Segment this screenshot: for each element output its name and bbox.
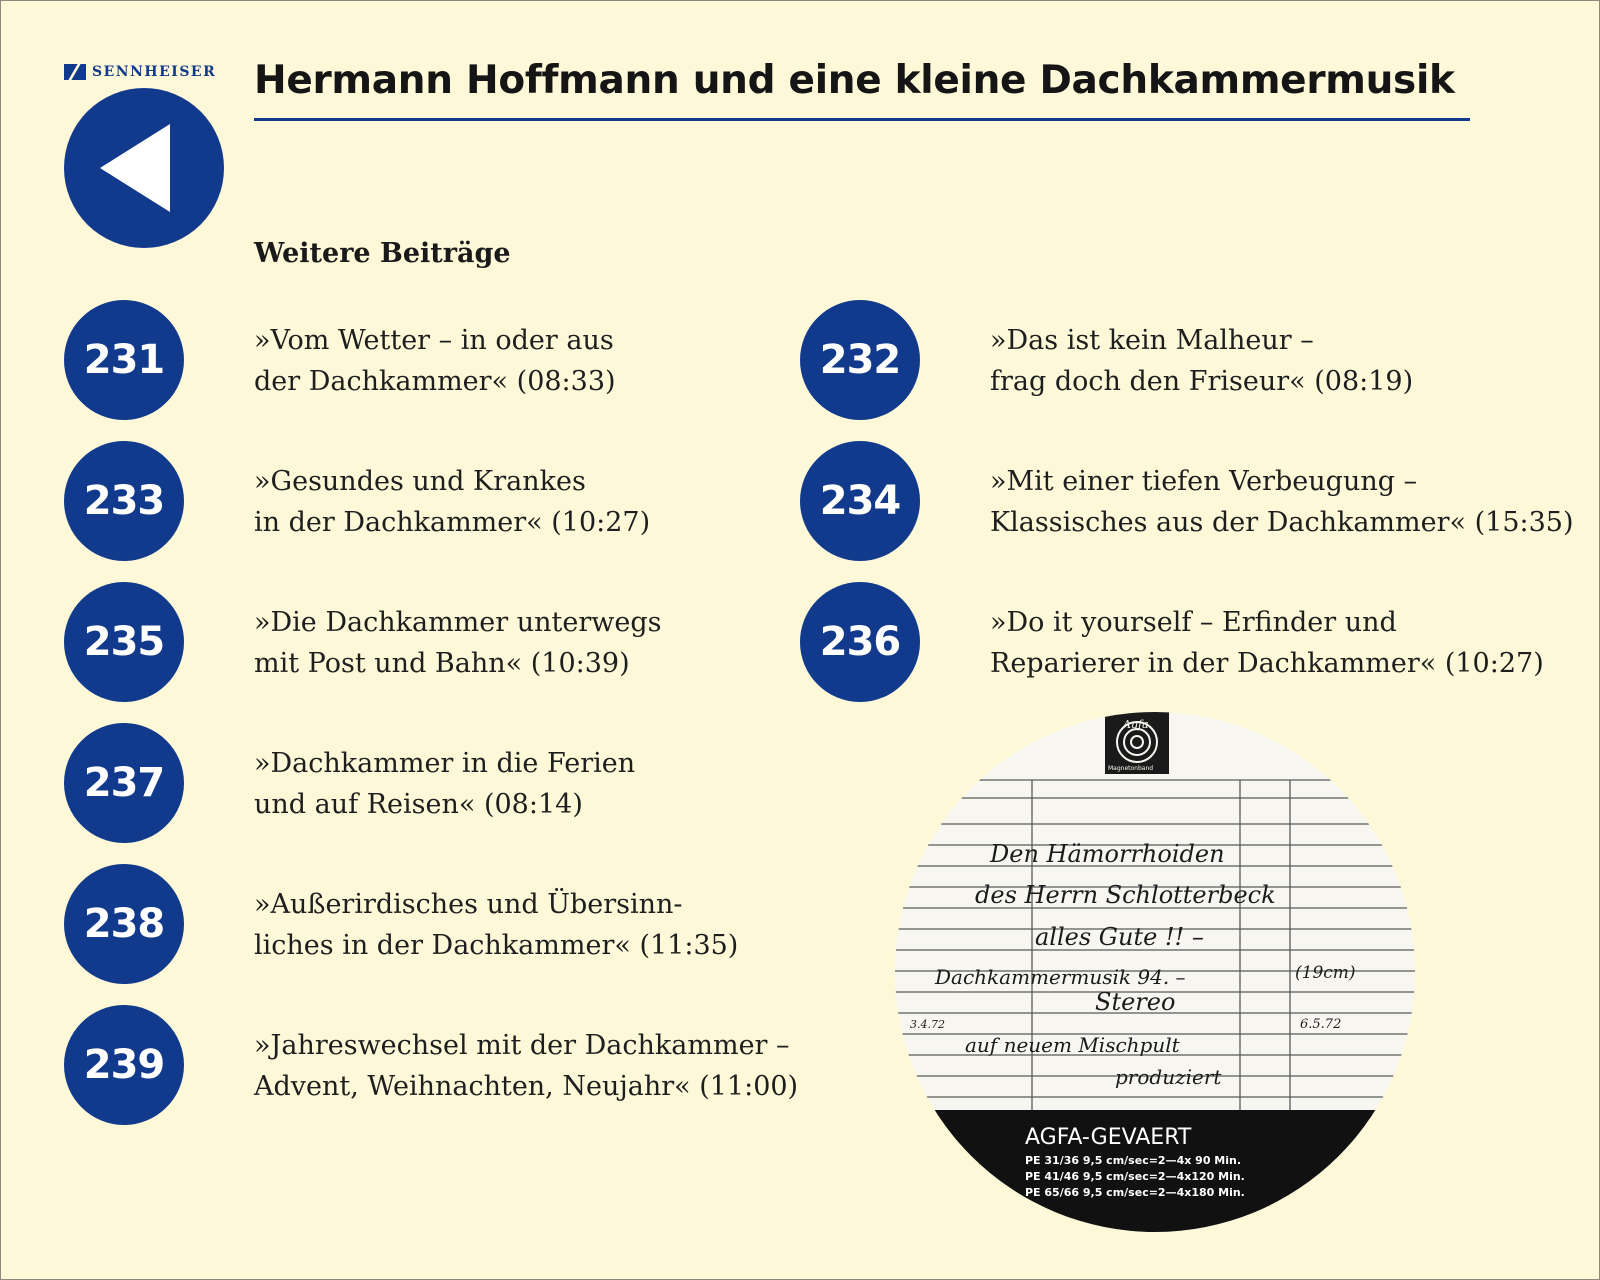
handwriting-line: auf neuem Mischpult (965, 1033, 1180, 1057)
episode-number: 232 (800, 300, 920, 420)
episode-item-231[interactable] (64, 300, 804, 420)
date-left: 3.4.72 (910, 1018, 945, 1031)
episode-item-237[interactable] (64, 723, 804, 843)
episode-item-236[interactable] (800, 582, 1544, 702)
sennheiser-mark-icon (64, 64, 86, 80)
date-right: 6.5.72 (1300, 1017, 1342, 1032)
episode-title-line: »Außerirdisches und Übersinn- (254, 889, 683, 920)
episode-title-line: »Dachkammer in die Ferien (254, 748, 636, 779)
episode-title-line: liches in der Dachkammer« (11:35) (254, 930, 739, 961)
episode-title (254, 1025, 798, 1107)
spec-line: PE 31/36 9,5 cm/sec=2—4x 90 Min. (1025, 1154, 1242, 1167)
episode-title (990, 602, 1544, 684)
episode-number: 233 (64, 441, 184, 561)
episode-title-line: Klassisches aus der Dachkammer« (15:35) (990, 507, 1574, 538)
episode-item-235[interactable] (64, 582, 804, 702)
episode-number: 231 (64, 300, 184, 420)
episode-title-line: »Das ist kein Malheur – (990, 325, 1314, 356)
episode-title-line: Advent, Weihnachten, Neujahr« (11:00) (254, 1071, 799, 1102)
handwriting-line: Den Hämorrhoiden (990, 840, 1225, 868)
agfa-logo (1105, 712, 1169, 774)
spec-line: PE 65/66 9,5 cm/sec=2—4x180 Min. (1025, 1186, 1245, 1199)
page-title: Hermann Hoffmann und eine kleine Dachkammermusik (254, 58, 1455, 103)
episode-title (254, 884, 738, 966)
episode-number: 235 (64, 582, 184, 702)
episode-number: 237 (64, 723, 184, 843)
maker-name: AGFA-GEVAERT (1025, 1125, 1192, 1150)
episode-title (990, 461, 1574, 543)
handwriting-line: Dachkammermusik 94. – (935, 965, 1186, 989)
episode-title (254, 602, 662, 684)
title-underline (254, 118, 1470, 121)
episode-title-line: der Dachkammer« (08:33) (254, 366, 616, 397)
episode-title-line: frag doch den Friseur« (08:19) (990, 366, 1414, 397)
handwriting-line: des Herrn Schlotterbeck (975, 881, 1276, 909)
episode-title (254, 743, 635, 825)
tape-box-illustration (895, 712, 1415, 1232)
episode-title-line: »Mit einer tiefen Verbeugung – (990, 466, 1418, 497)
episode-item-234[interactable] (800, 441, 1574, 561)
section-subtitle: Weitere Beiträge (254, 238, 511, 269)
episode-item-238[interactable] (64, 864, 804, 984)
episode-title-line: »Gesundes und Krankes (254, 466, 586, 497)
handwriting-line: alles Gute !! – (1035, 923, 1204, 951)
episode-title-line: mit Post und Bahn« (10:39) (254, 648, 630, 679)
back-button[interactable] (64, 88, 224, 248)
episode-title (254, 320, 616, 402)
episode-title-line: »Do it yourself – Erfinder und (990, 607, 1397, 638)
episode-title-line: »Die Dachkammer unterwegs (254, 607, 662, 638)
episode-item-233[interactable] (64, 441, 804, 561)
episode-title (990, 320, 1413, 402)
agfa-logo-subtext: Magnetonband (1108, 765, 1154, 772)
episode-title (254, 461, 650, 543)
triangle-left-icon (64, 88, 224, 248)
agfa-logo-text: Agfa (1123, 718, 1149, 731)
episode-number: 236 (800, 582, 920, 702)
episode-title-line: und auf Reisen« (08:14) (254, 789, 583, 820)
handwriting-line: Stereo (1095, 988, 1176, 1016)
handwriting-line: produziert (1115, 1065, 1222, 1089)
episode-number: 239 (64, 1005, 184, 1125)
episode-title-line: »Vom Wetter – in oder aus (254, 325, 614, 356)
episode-title-line: Reparierer in der Dachkammer« (10:27) (990, 648, 1544, 679)
episode-number: 234 (800, 441, 920, 561)
spec-line: PE 41/46 9,5 cm/sec=2—4x120 Min. (1025, 1170, 1245, 1183)
tape-box-photo (895, 712, 1415, 1232)
episode-title-line: »Jahreswechsel mit der Dachkammer – (254, 1030, 790, 1061)
sennheiser-logo (64, 64, 216, 80)
episode-number: 238 (64, 864, 184, 984)
speed-note: (19cm) (1295, 963, 1356, 983)
episode-item-232[interactable] (800, 300, 1540, 420)
episode-item-239[interactable] (64, 1005, 804, 1125)
episode-title-line: in der Dachkammer« (10:27) (254, 507, 651, 538)
brand-name: SENNHEISER (92, 64, 217, 80)
